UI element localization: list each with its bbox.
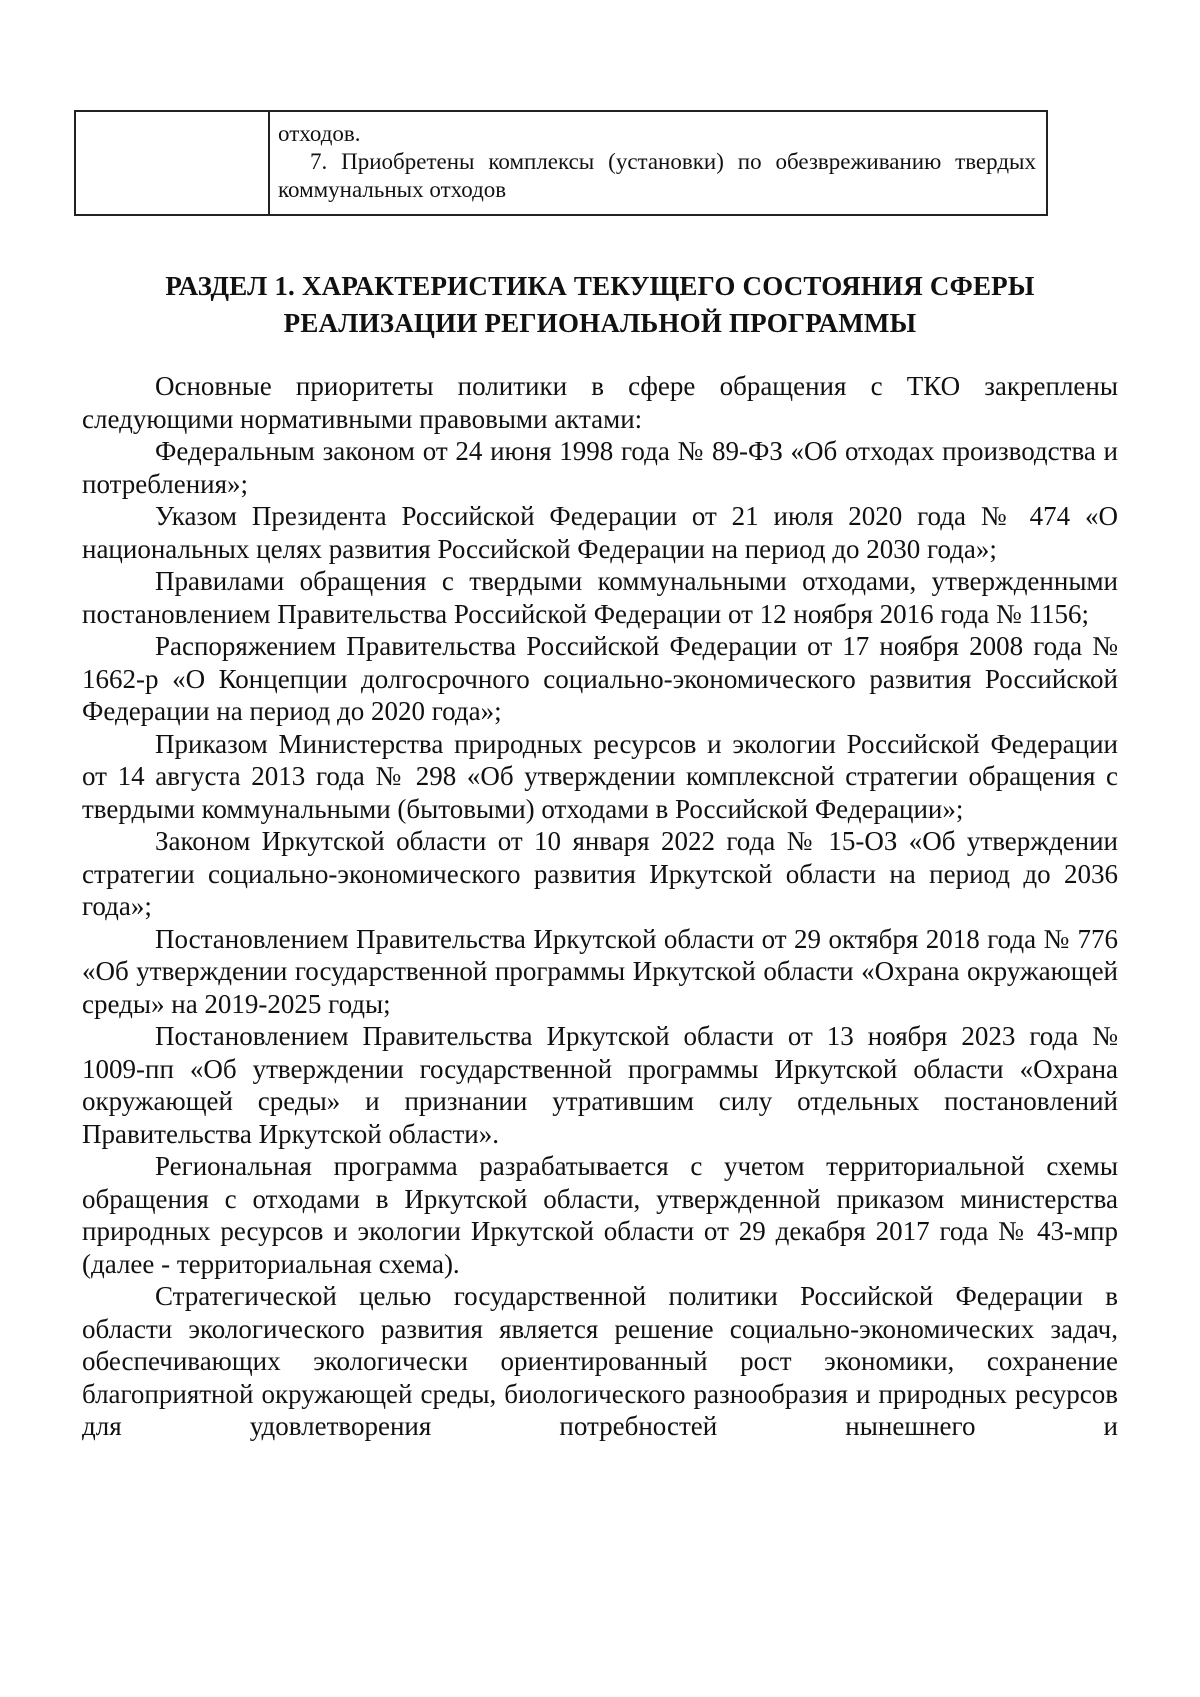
- section-heading-line-2: РЕАЛИЗАЦИИ РЕГИОНАЛЬНОЙ ПРОГРАММЫ: [283, 308, 917, 338]
- paragraph: Приказом Министерства природных ресурсов и экологии Российской Федерации от 14 августа 2013 года № 298 «Об утверждении комплексной стратегии обращения с твердыми коммунальными (бытовыми) отходами в Российской Федерации»;: [82, 728, 1118, 824]
- paragraph: Стратегической целью государственной политики Российской Федерации в области экологического развития является решение социально-экономических задач, обеспечивающих экологически ориентированный рост экономики, сохранение благоприятной окружающей среды, биологического разнообразия и природных ресурсов для удовлетворения потребностей нынешнего и: [82, 1281, 1118, 1441]
- section-heading: [74, 268, 1126, 342]
- paragraph: Основные приоритеты политики в сфере обращения с ТКО закреплены следующими нормативными правовыми актами:: [82, 371, 1118, 434]
- table-line-2: 7. Приобретены комплексы (установки) по обезвреживанию твердых коммунальных отходов: [278, 149, 1036, 202]
- paragraph: Региональная программа разрабатывается с учетом территориальной схемы обращения с отходами в Иркутской области, утвержденной приказом министерства природных ресурсов и экологии Иркутской области от 29 декабря 2017 года № 43-мпр (далее - территориальная схема).: [82, 1151, 1118, 1279]
- table-cell-right: [270, 112, 1046, 214]
- paragraph: Указом Президента Российской Федерации от 21 июля 2020 года № 474 «О национальных целях развития Российской Федерации на период до 2030 года»;: [82, 501, 1118, 564]
- continuation-table: [74, 110, 1048, 216]
- section-heading-line-1: РАЗДЕЛ 1. ХАРАКТЕРИСТИКА ТЕКУЩЕГО СОСТОЯНИЯ СФЕРЫ: [165, 271, 1035, 301]
- body-text: [82, 370, 1118, 1443]
- paragraph: Законом Иркутской области от 10 января 2022 года № 15-ОЗ «Об утверждении стратегии социально-экономического развития Иркутской области на период до 2036 года»;: [82, 826, 1118, 921]
- paragraph: Правилами обращения с твердыми коммунальными отходами, утвержденными постановлением Правительства Российской Федерации от 12 ноября 2016 года № 1156;: [82, 566, 1118, 629]
- table-cell-left: [76, 112, 270, 214]
- paragraph: Постановлением Правительства Иркутской области от 29 октября 2018 года № 776 «Об утверждении государственной программы Иркутской области «Охрана окружающей среды» на 2019-2025 годы;: [82, 923, 1118, 1019]
- paragraph: Федеральным законом от 24 июня 1998 года № 89-ФЗ «Об отходах производства и потребления»;: [82, 436, 1118, 499]
- paragraph: Постановлением Правительства Иркутской области от 13 ноября 2023 года № 1009-пп «Об утверждении государственной программы Иркутской области «Охрана окружающей среды» и признании утратившим силу отдельных постановлений Правительства Иркутской области».: [82, 1021, 1118, 1149]
- paragraph: Распоряжением Правительства Российской Федерации от 17 ноября 2008 года № 1662-р «О Концепции долгосрочного социально-экономического развития Российской Федерации на период до 2020 года»;: [82, 631, 1118, 726]
- table-line-1: отходов.: [278, 121, 361, 146]
